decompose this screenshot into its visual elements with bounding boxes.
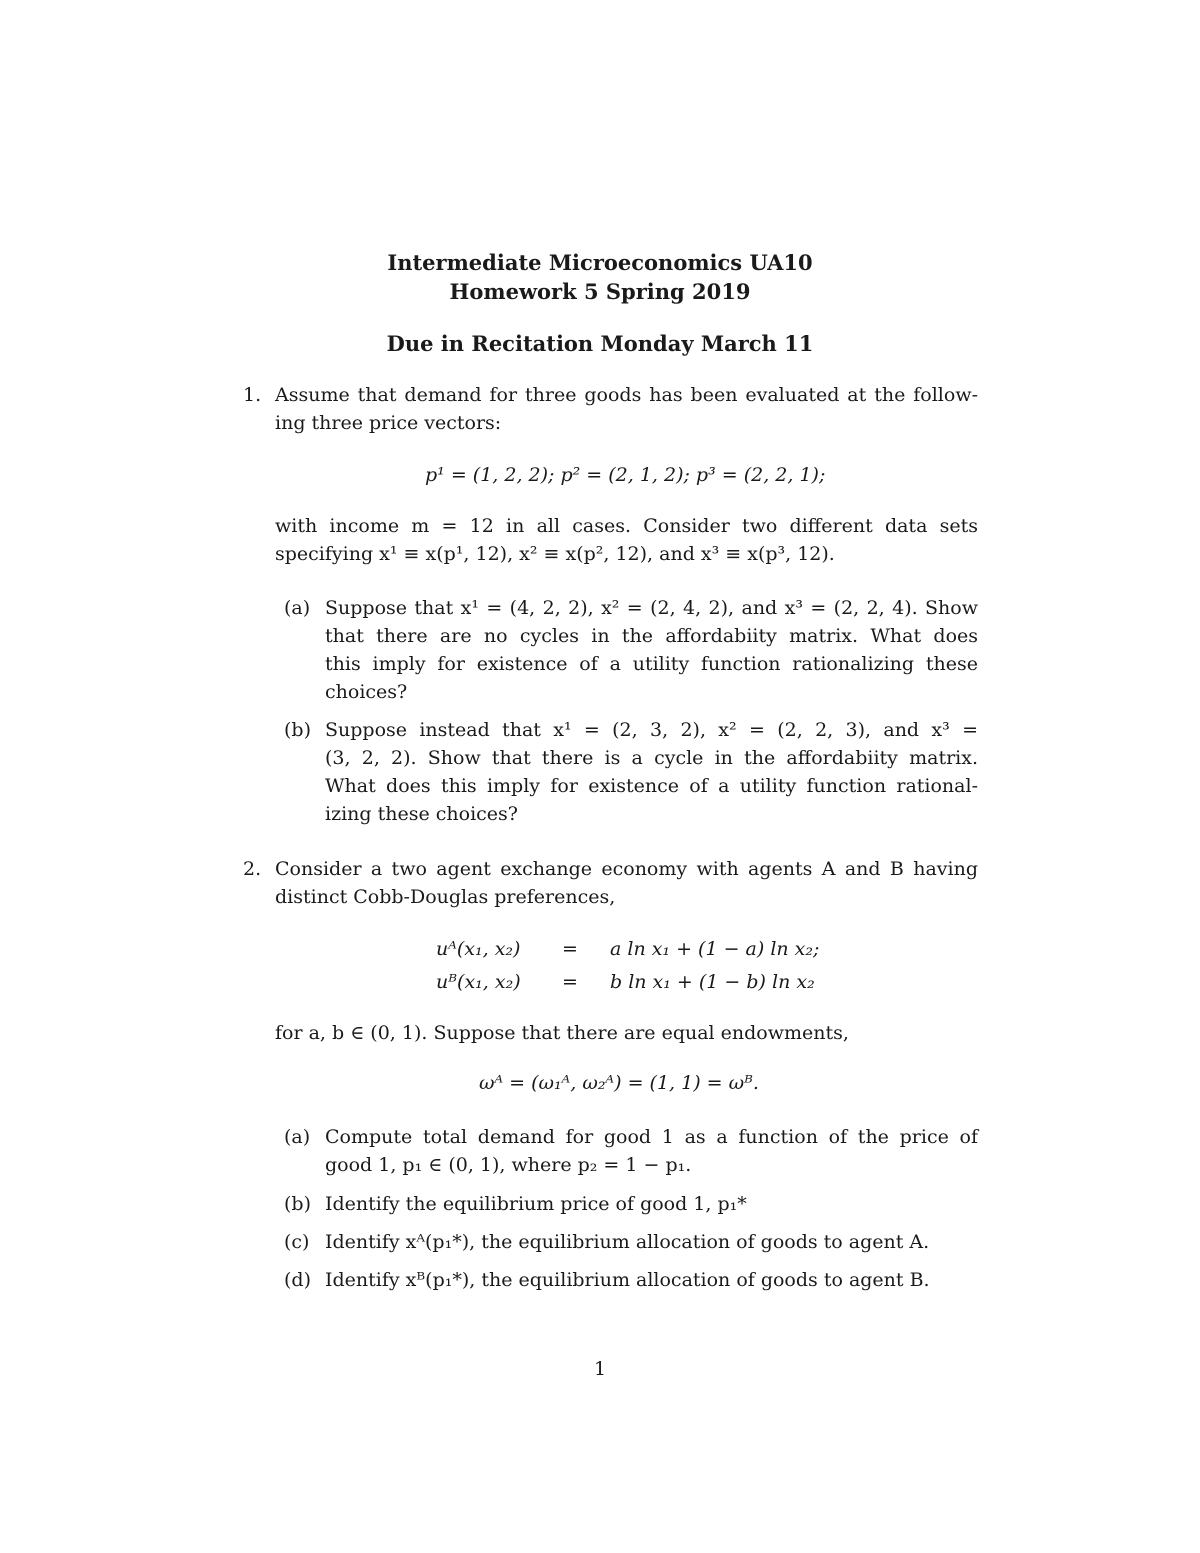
utility-b-rhs: b ln x₁ + (1 − b) ln x₂ (610, 971, 815, 993)
q1b-line2: (3, 2, 2). Show that there is a cycle in the affordabiity matrix. (325, 747, 978, 769)
q2-text: for a, b ∈ (0, 1). Suppose that there are equal endowments, (275, 1022, 849, 1044)
endowment-equation: ωᴬ = (ω₁ᴬ, ω₂ᴬ) = (1, 1) = ωᴮ. (479, 1072, 759, 1094)
q1a-line4: choices? (325, 681, 408, 703)
page-number: 1 (593, 1358, 607, 1380)
q2a-line1: Compute total demand for good 1 as a function of the price of (325, 1126, 978, 1148)
q1-text-line2: specifying x¹ ≡ x(p¹, 12), x² ≡ x(p², 12), and x³ ≡ x(p³, 12). (275, 543, 835, 565)
q1a-line3: this imply for existence of a utility function rationalizing these (325, 653, 978, 675)
q1b-line1: Suppose instead that x¹ = (2, 3, 2), x² = (2, 2, 3), and x³ = (325, 719, 978, 741)
q2c-label: (c) (284, 1231, 310, 1253)
q2a-label: (a) (284, 1126, 311, 1148)
utility-a-rhs: a ln x₁ + (1 − a) ln x₂; (610, 938, 820, 960)
q1-number: 1. (243, 384, 262, 406)
q1-text-line1: with income m = 12 in all cases. Consider two different data sets (275, 515, 978, 537)
q2b-label: (b) (284, 1193, 311, 1215)
utility-b-lhs: uᴮ(x₁, x₂) (436, 971, 521, 993)
q1-intro-line1: Assume that demand for three goods has been evaluated at the follow- (275, 384, 978, 406)
q1-intro-line2: ing three price vectors: (275, 412, 502, 434)
q2a-line2: good 1, p₁ ∈ (0, 1), where p₂ = 1 − p₁. (325, 1154, 692, 1176)
utility-a-lhs: uᴬ(x₁, x₂) (436, 938, 521, 960)
q2d-line1: Identify xᴮ(p₁*), the equilibrium allocation of goods to agent B. (325, 1269, 930, 1291)
q1b-line3: What does this imply for existence of a utility function rational- (325, 775, 978, 797)
q2d-label: (d) (284, 1269, 311, 1291)
q2-number: 2. (243, 858, 262, 880)
q2-intro-line1: Consider a two agent exchange economy with agents A and B having (275, 858, 978, 880)
utility-b-equals: = (562, 971, 578, 993)
q2-intro-line2: distinct Cobb-Douglas preferences, (275, 886, 616, 908)
due-date: Due in Recitation Monday March 11 (386, 331, 814, 356)
q1a-line2: that there are no cycles in the affordabiity matrix. What does (325, 625, 978, 647)
q1a-line1: Suppose that x¹ = (4, 2, 2), x² = (2, 4, 2), and x³ = (2, 2, 4). Show (325, 597, 978, 619)
q2c-line1: Identify xᴬ(p₁*), the equilibrium allocation of goods to agent A. (325, 1231, 930, 1253)
q1-price-vectors: p¹ = (1, 2, 2); p² = (2, 1, 2); p³ = (2, 2, 1); (425, 464, 826, 486)
homework-title: Homework 5 Spring 2019 (449, 279, 751, 304)
course-title: Intermediate Microeconomics UA10 (387, 250, 813, 275)
q1b-label: (b) (284, 719, 311, 741)
q1b-line4: izing these choices? (325, 803, 518, 825)
utility-a-equals: = (562, 938, 578, 960)
q2b-line1: Identify the equilibrium price of good 1, p₁* (325, 1193, 747, 1215)
q1a-label: (a) (284, 597, 311, 619)
